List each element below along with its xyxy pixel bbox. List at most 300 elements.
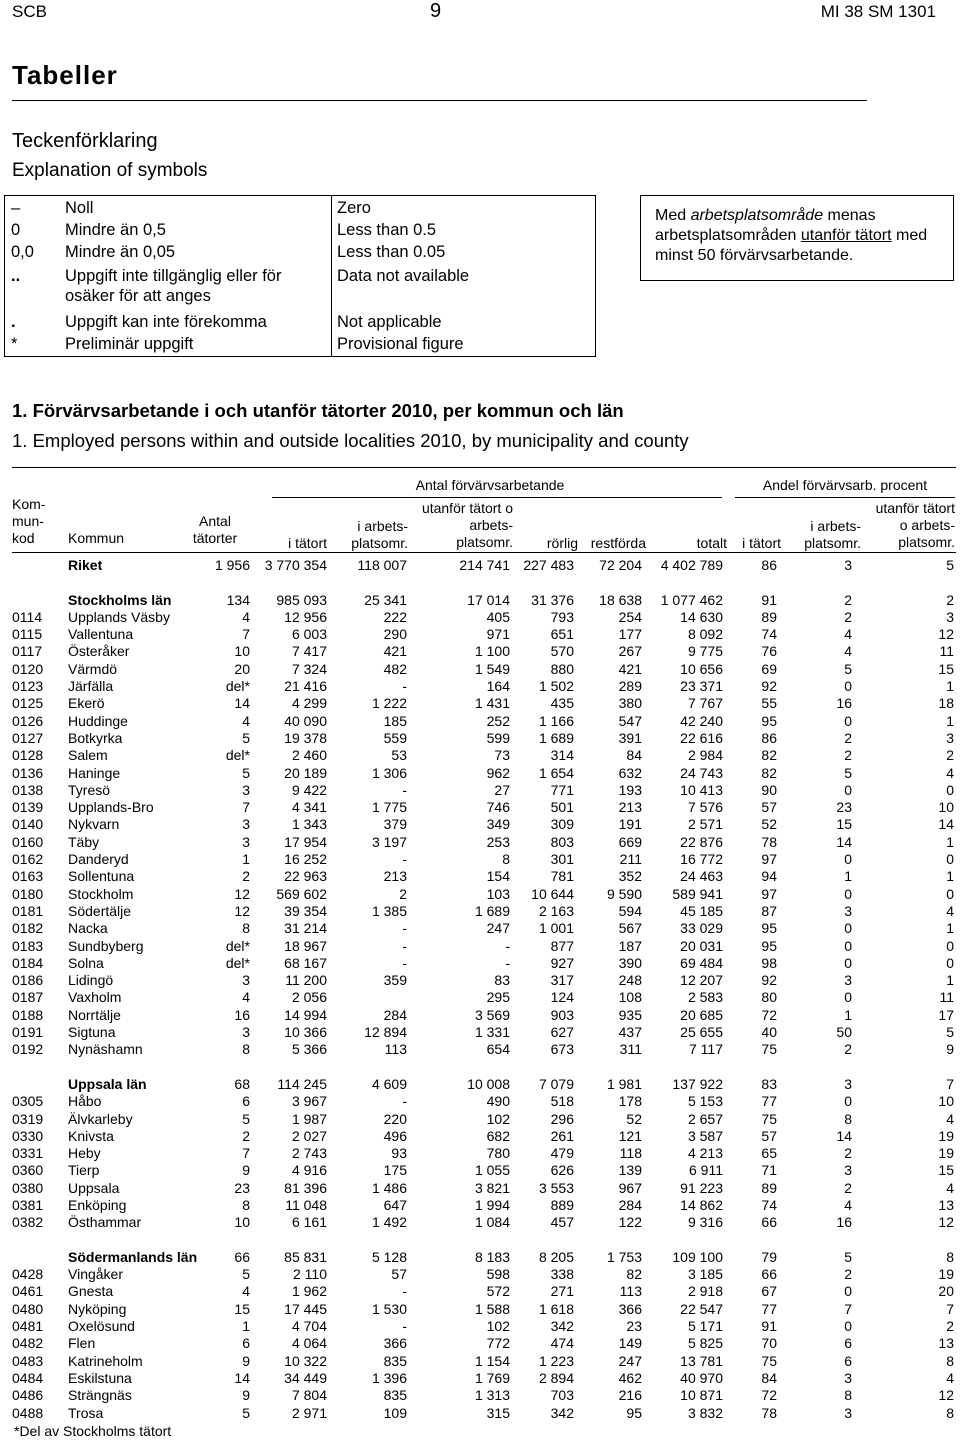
cell-value: 18 638 bbox=[599, 591, 642, 608]
cell-value: 10 bbox=[938, 1093, 954, 1110]
cell-value: 31 214 bbox=[284, 920, 327, 937]
table-row bbox=[12, 816, 954, 833]
cell-value: 66 bbox=[761, 1214, 777, 1231]
cell-value: 3 bbox=[844, 557, 852, 573]
cell-value: 16 252 bbox=[284, 851, 327, 868]
cell-value: 0 bbox=[844, 989, 852, 1006]
cell-kod: 0181 bbox=[12, 902, 44, 919]
cell-value: 94 bbox=[761, 868, 777, 885]
table-row bbox=[12, 609, 954, 626]
cell-value: 137 922 bbox=[672, 1075, 723, 1092]
cell-kommun: Solna bbox=[68, 954, 104, 971]
cell-value: 474 bbox=[550, 1335, 574, 1352]
cell-value: 18 bbox=[938, 695, 954, 712]
cell-value: 7 804 bbox=[291, 1387, 327, 1404]
cell-value: 3 bbox=[242, 781, 250, 798]
cell-value: 380 bbox=[618, 695, 642, 712]
cell-value: 75 bbox=[761, 1110, 777, 1127]
cell-kod: 0160 bbox=[12, 833, 44, 850]
cell-value: 9 bbox=[242, 1162, 250, 1179]
cell-kommun: Upplands-Bro bbox=[68, 799, 154, 816]
group-share-header: Andel förvärvsarb. procent bbox=[762, 477, 928, 493]
cell-value: 271 bbox=[550, 1283, 574, 1300]
cell-value: 599 bbox=[486, 729, 510, 746]
cell-kommun: Värmdö bbox=[68, 660, 118, 677]
cell-value: 2 460 bbox=[291, 747, 327, 764]
cell-value: 25 655 bbox=[680, 1024, 723, 1041]
cell-value: 5 bbox=[844, 1248, 852, 1265]
cell-value: 114 245 bbox=[277, 1075, 327, 1092]
cell-value: 3 bbox=[844, 902, 852, 919]
cell-value bbox=[327, 989, 407, 1006]
cell-value: 113 bbox=[619, 1283, 642, 1300]
table-row bbox=[12, 678, 954, 695]
cell-value: 75 bbox=[761, 1352, 777, 1369]
cell-value: 23 bbox=[626, 1318, 642, 1335]
cell-value: 572 bbox=[486, 1283, 510, 1300]
cell-value: 15 bbox=[836, 816, 852, 833]
cell-value: 1 331 bbox=[474, 1024, 510, 1041]
spacer-row bbox=[12, 1059, 954, 1076]
cell-value: 6 161 bbox=[291, 1214, 327, 1231]
cell-value: 95 bbox=[626, 1404, 642, 1421]
cell-value: 92 bbox=[761, 972, 777, 989]
cell-value: 10 008 bbox=[467, 1075, 510, 1092]
table-row bbox=[12, 1111, 954, 1128]
cell-value: 338 bbox=[550, 1266, 574, 1283]
cell-value: 7 417 bbox=[291, 643, 327, 660]
cell-value: 25 341 bbox=[364, 591, 407, 608]
cell-value: 75 bbox=[761, 1041, 777, 1058]
table-row bbox=[12, 834, 954, 851]
cell-kommun: Tierp bbox=[68, 1162, 100, 1179]
cell-value: 7 bbox=[242, 1145, 250, 1162]
cell-kommun: Lidingö bbox=[68, 972, 114, 989]
table-row bbox=[12, 1283, 954, 1300]
cell-value: 10 656 bbox=[680, 660, 723, 677]
cell-value: 82 bbox=[626, 1266, 642, 1283]
cell-value: 65 bbox=[761, 1145, 777, 1162]
cell-value: 19 378 bbox=[284, 729, 327, 746]
cell-value: 5 bbox=[242, 1404, 250, 1421]
cell-value: 121 bbox=[618, 1127, 642, 1144]
cell-value: 72 bbox=[761, 1387, 777, 1404]
title-rule bbox=[12, 100, 867, 101]
cell-value: 4 bbox=[844, 643, 852, 660]
cell-value: 877 bbox=[550, 937, 574, 954]
cell-value: 82 bbox=[761, 747, 777, 764]
cell-value: 2 571 bbox=[687, 816, 723, 833]
table-row bbox=[12, 903, 954, 920]
legend-symbol: * bbox=[11, 335, 18, 353]
cell-value: 4 bbox=[242, 1283, 250, 1300]
cell-kod: 0139 bbox=[12, 799, 44, 816]
cell-value: 0 bbox=[844, 1283, 852, 1300]
note-term: arbetsplatsområde bbox=[690, 207, 824, 224]
cell-value: 559 bbox=[383, 729, 407, 746]
cell-value: 69 484 bbox=[680, 954, 723, 971]
cell-value: 1 bbox=[946, 920, 954, 937]
cell-value: 20 189 bbox=[284, 764, 327, 781]
legend-symbol: – bbox=[11, 199, 21, 217]
cell-value: 68 bbox=[234, 1075, 250, 1092]
cell-kod: 0360 bbox=[12, 1162, 44, 1179]
cell-value: 9 316 bbox=[687, 1214, 723, 1231]
cell-value: 490 bbox=[486, 1093, 510, 1110]
cell-value: 89 bbox=[761, 1179, 777, 1196]
table-body bbox=[12, 557, 954, 1422]
note-underlined: utanför tätort bbox=[800, 227, 892, 244]
legend-heading: Teckenförklaring bbox=[12, 130, 158, 152]
cell-kod: 0480 bbox=[12, 1300, 44, 1317]
col-iarbets-header: i arbets- platsomr. bbox=[351, 518, 408, 551]
cell-value: 4 bbox=[946, 1110, 954, 1127]
table-row bbox=[12, 938, 954, 955]
cell-value: 95 bbox=[761, 920, 777, 937]
cell-value: 261 bbox=[550, 1127, 574, 1144]
cell-value: 187 bbox=[618, 937, 642, 954]
cell-value: 185 bbox=[383, 712, 407, 729]
cell-value: 4 bbox=[946, 1369, 954, 1386]
cell-value: - bbox=[402, 1283, 407, 1300]
cell-value: 76 bbox=[761, 643, 777, 660]
cell-value: 1 055 bbox=[474, 1162, 510, 1179]
cell-value: 889 bbox=[550, 1196, 574, 1213]
county-row bbox=[12, 592, 954, 609]
cell-value: 1 618 bbox=[538, 1300, 574, 1317]
cell-value: 627 bbox=[550, 1024, 574, 1041]
cell-kod: 0319 bbox=[12, 1110, 44, 1127]
cell-value: 254 bbox=[618, 608, 642, 625]
cell-value: 3 bbox=[946, 608, 954, 625]
cell-value: 569 602 bbox=[276, 885, 327, 902]
cell-value: 682 bbox=[486, 1127, 510, 1144]
cell-value: 1 502 bbox=[538, 678, 574, 695]
cell-value: 3 bbox=[844, 1075, 852, 1092]
cell-value: 349 bbox=[486, 816, 510, 833]
table-row bbox=[12, 851, 954, 868]
cell-value: 70 bbox=[761, 1335, 777, 1352]
cell-value: 647 bbox=[383, 1196, 407, 1213]
cell-value: 4 bbox=[242, 608, 250, 625]
page-title: Tabeller bbox=[12, 60, 118, 90]
cell-value: 518 bbox=[550, 1093, 574, 1110]
cell-kommun: Strängnäs bbox=[68, 1387, 132, 1404]
cell-value: 3 832 bbox=[687, 1404, 723, 1421]
cell-value: 15 bbox=[938, 660, 954, 677]
cell-value: 0 bbox=[844, 1093, 852, 1110]
cell-value: 20 bbox=[234, 660, 250, 677]
cell-value: 6 bbox=[844, 1335, 852, 1352]
cell-value: 651 bbox=[550, 626, 574, 643]
cell-value: 4 bbox=[242, 989, 250, 1006]
cell-value: 0 bbox=[844, 851, 852, 868]
legend-en: Data not available bbox=[337, 267, 470, 285]
cell-value: 68 167 bbox=[284, 954, 327, 971]
cell-value: 2 110 bbox=[293, 1266, 327, 1283]
cell-value: 2 bbox=[844, 1179, 852, 1196]
col-totalt-header: totalt bbox=[696, 535, 727, 551]
cell-value: 903 bbox=[550, 1006, 574, 1023]
cell-kod: 0330 bbox=[12, 1127, 44, 1144]
cell-value: 0 bbox=[844, 712, 852, 729]
cell-value: 2 918 bbox=[687, 1283, 723, 1300]
legend-box bbox=[4, 195, 596, 357]
cell-value: 1 077 462 bbox=[660, 591, 723, 608]
cell-value: 2 bbox=[844, 729, 852, 746]
cell-value: 12 207 bbox=[680, 972, 723, 989]
cell-kod: 0125 bbox=[12, 695, 44, 712]
cell-kommun: Vingåker bbox=[68, 1266, 124, 1283]
cell-value: 771 bbox=[550, 781, 574, 798]
cell-value: 4 609 bbox=[371, 1075, 407, 1092]
cell-value: 2 bbox=[844, 591, 852, 608]
cell-value: del* bbox=[225, 937, 250, 954]
cell-value: 379 bbox=[383, 816, 407, 833]
cell-value: 23 371 bbox=[680, 678, 723, 695]
cell-value: 3 bbox=[242, 833, 250, 850]
col-kod-header: Kom- mun- kod bbox=[12, 496, 46, 546]
cell-value: 5 366 bbox=[291, 1041, 327, 1058]
cell-value: - bbox=[402, 954, 407, 971]
cell-value: 113 bbox=[384, 1041, 407, 1058]
cell-value: 122 bbox=[618, 1214, 642, 1231]
cell-kommun: Trosa bbox=[68, 1404, 104, 1421]
cell-value: 15 bbox=[234, 1300, 250, 1317]
cell-value: 4 916 bbox=[291, 1162, 327, 1179]
cell-value: 793 bbox=[550, 608, 574, 625]
cell-value: 309 bbox=[550, 816, 574, 833]
cell-value: 1 bbox=[242, 851, 250, 868]
cell-kod: 0461 bbox=[12, 1283, 44, 1300]
cell-value: 654 bbox=[486, 1041, 510, 1058]
cell-value: 3 569 bbox=[474, 1006, 510, 1023]
cell-value: - bbox=[402, 851, 407, 868]
cell-value: 835 bbox=[383, 1387, 407, 1404]
cell-value: 11 bbox=[939, 643, 954, 660]
cell-kod: 0136 bbox=[12, 764, 44, 781]
cell-value: 40 090 bbox=[284, 712, 327, 729]
cell-kod: 0117 bbox=[12, 643, 43, 660]
cell-value: 86 bbox=[761, 557, 777, 573]
cell-value: 10 644 bbox=[531, 885, 574, 902]
cell-value: 50 bbox=[836, 1024, 852, 1041]
cell-value: 102 bbox=[486, 1110, 510, 1127]
cell-kommun: Enköping bbox=[68, 1196, 127, 1213]
cell-value: 1 100 bbox=[474, 643, 510, 660]
cell-kod: 0183 bbox=[12, 937, 44, 954]
cell-value: 10 366 bbox=[284, 1024, 327, 1041]
cell-kod: 0188 bbox=[12, 1006, 44, 1023]
cell-kommun: Salem bbox=[68, 747, 108, 764]
cell-value: 421 bbox=[383, 643, 407, 660]
cell-kod: 0488 bbox=[12, 1404, 44, 1421]
cell-value: 23 bbox=[234, 1179, 250, 1196]
cell-kommun: Sollentuna bbox=[68, 868, 135, 885]
cell-kommun: Ekerö bbox=[68, 695, 105, 712]
cell-value: 6 911 bbox=[689, 1162, 723, 1179]
cell-value: 594 bbox=[618, 902, 642, 919]
cell-value: 342 bbox=[550, 1404, 574, 1421]
cell-value: 8 bbox=[844, 1387, 852, 1404]
cell-value: 482 bbox=[383, 660, 407, 677]
cell-value: 10 bbox=[234, 643, 250, 660]
cell-value: 1 bbox=[946, 678, 954, 695]
legend-en: Provisional figure bbox=[337, 335, 464, 353]
cell-value: 437 bbox=[618, 1024, 642, 1041]
cell-kommun: Nykvarn bbox=[68, 816, 120, 833]
cell-value: del* bbox=[225, 954, 250, 971]
cell-value: 1 bbox=[242, 1318, 250, 1335]
cell-value: 2 056 bbox=[291, 989, 327, 1006]
col-restforda-header: restförda bbox=[590, 535, 646, 551]
cell-value: 7 bbox=[946, 1300, 954, 1317]
cell-value: 20 685 bbox=[680, 1006, 723, 1023]
cell-kod: 0192 bbox=[12, 1041, 44, 1058]
employment-table bbox=[12, 557, 954, 1422]
cell-value: 14 bbox=[836, 1127, 852, 1144]
cell-value: 4 bbox=[946, 1179, 954, 1196]
cell-value: 2 bbox=[242, 1127, 250, 1144]
cell-value: 457 bbox=[550, 1214, 574, 1231]
cell-kod: 0305 bbox=[12, 1093, 44, 1110]
cell-value: 0 bbox=[946, 781, 954, 798]
cell-value: 9 bbox=[242, 1352, 250, 1369]
cell-value: 17 954 bbox=[284, 833, 327, 850]
county-row bbox=[12, 1249, 954, 1266]
table-row bbox=[12, 1128, 954, 1145]
cell-value: 9 bbox=[946, 1041, 954, 1058]
cell-value: - bbox=[402, 1318, 407, 1335]
cell-value: 11 bbox=[939, 989, 954, 1006]
cell-value: 27 bbox=[494, 781, 510, 798]
cell-kommun: Oxelösund bbox=[68, 1318, 135, 1335]
cell-value: 97 bbox=[761, 851, 777, 868]
cell-value: 3 770 354 bbox=[264, 557, 327, 573]
cell-value: 95 bbox=[761, 712, 777, 729]
table-row bbox=[12, 1093, 954, 1110]
cell-value: 40 970 bbox=[680, 1369, 723, 1386]
cell-value: 6 bbox=[844, 1352, 852, 1369]
cell-value: 4 bbox=[844, 1196, 852, 1213]
cell-value: 252 bbox=[486, 712, 510, 729]
cell-value: 5 bbox=[844, 764, 852, 781]
cell-value: 21 416 bbox=[284, 678, 327, 695]
cell-value: 71 bbox=[761, 1162, 777, 1179]
table-row bbox=[12, 1162, 954, 1179]
cell-value: 7 bbox=[242, 799, 250, 816]
cell-value: 95 bbox=[761, 937, 777, 954]
cell-value: 20 031 bbox=[680, 937, 723, 954]
cell-kommun: Botkyrka bbox=[68, 729, 123, 746]
cell-value: 391 bbox=[618, 729, 642, 746]
cell-value: 109 100 bbox=[672, 1248, 723, 1265]
cell-value: 1 549 bbox=[474, 660, 510, 677]
table-row bbox=[12, 1370, 954, 1387]
cell-value: 7 117 bbox=[689, 1041, 723, 1058]
cell-value: 91 223 bbox=[680, 1179, 723, 1196]
cell-kommun: Östhammar bbox=[68, 1214, 142, 1231]
cell-value: 92 bbox=[761, 678, 777, 695]
cell-value: 85 831 bbox=[284, 1248, 327, 1265]
col-p-iarbets-header: i arbets- platsomr. bbox=[804, 518, 861, 551]
cell-value: 77 bbox=[761, 1300, 777, 1317]
cell-value: 2 971 bbox=[291, 1404, 327, 1421]
table-row bbox=[12, 989, 954, 1006]
cell-value: 4 299 bbox=[291, 695, 327, 712]
cell-value: 0 bbox=[844, 937, 852, 954]
cell-value: 97 bbox=[761, 885, 777, 902]
cell-value: 216 bbox=[618, 1387, 642, 1404]
cell-value: 1 222 bbox=[371, 695, 407, 712]
cell-value: 5 bbox=[946, 1024, 954, 1041]
cell-value: 3 967 bbox=[291, 1093, 327, 1110]
cell-kommun: Norrtälje bbox=[68, 1006, 121, 1023]
cell-value: 52 bbox=[761, 816, 777, 833]
legend-sv: Noll bbox=[65, 199, 94, 217]
cell-value: 227 483 bbox=[523, 557, 574, 573]
table-row bbox=[12, 868, 954, 885]
cell-value: 314 bbox=[550, 747, 574, 764]
cell-value: 2 657 bbox=[687, 1110, 723, 1127]
cell-value: 1 396 bbox=[371, 1369, 407, 1386]
cell-kod bbox=[12, 592, 68, 609]
cell-value: 9 775 bbox=[687, 643, 723, 660]
cell-value: 14 bbox=[836, 833, 852, 850]
col-kommun-header: Kommun bbox=[68, 530, 125, 546]
spacer-row bbox=[12, 1232, 954, 1249]
cell-value: 8 bbox=[946, 1248, 954, 1265]
cell-kod: 0486 bbox=[12, 1387, 44, 1404]
cell-value: 3 185 bbox=[687, 1266, 723, 1283]
cell-value: 295 bbox=[486, 989, 510, 1006]
cell-value: 7 079 bbox=[538, 1075, 574, 1092]
cell-kommun: Gnesta bbox=[68, 1283, 114, 1300]
cell-value: 2 bbox=[242, 868, 250, 885]
cell-value: 2 bbox=[844, 1145, 852, 1162]
cell-value: 91 bbox=[761, 591, 777, 608]
cell-value: 8 092 bbox=[687, 626, 723, 643]
cell-value: 213 bbox=[618, 799, 642, 816]
cell-value: 9 590 bbox=[606, 885, 642, 902]
cell-kommun: Södermanlands län bbox=[68, 1248, 198, 1265]
table-row bbox=[12, 955, 954, 972]
cell-value: 0 bbox=[844, 885, 852, 902]
cell-value: 22 876 bbox=[680, 833, 723, 850]
cell-value: 772 bbox=[486, 1335, 510, 1352]
cell-value: 2 bbox=[844, 747, 852, 764]
cell-value: 13 781 bbox=[680, 1352, 723, 1369]
cell-value: 567 bbox=[618, 920, 642, 937]
cell-value: 139 bbox=[618, 1162, 642, 1179]
cell-kommun: Nacka bbox=[68, 920, 108, 937]
cell-value: 154 bbox=[486, 868, 510, 885]
cell-value: 8 bbox=[502, 851, 510, 868]
footnote: *Del av Stockholms tätort bbox=[14, 1423, 172, 1439]
cell-value: 77 bbox=[761, 1093, 777, 1110]
legend-sv: Mindre än 0,05 bbox=[65, 243, 176, 261]
cell-value: - bbox=[402, 1093, 407, 1110]
cell-value: 16 bbox=[836, 1214, 852, 1231]
cell-value: 103 bbox=[486, 885, 510, 902]
cell-value: 366 bbox=[618, 1300, 642, 1317]
cell-value: 211 bbox=[619, 851, 642, 868]
cell-kod: 0428 bbox=[12, 1266, 44, 1283]
cell-value: 253 bbox=[486, 833, 510, 850]
cell-value: 0 bbox=[844, 1318, 852, 1335]
cell-kommun: Sigtuna bbox=[68, 1024, 116, 1041]
cell-kod: 0483 bbox=[12, 1352, 44, 1369]
